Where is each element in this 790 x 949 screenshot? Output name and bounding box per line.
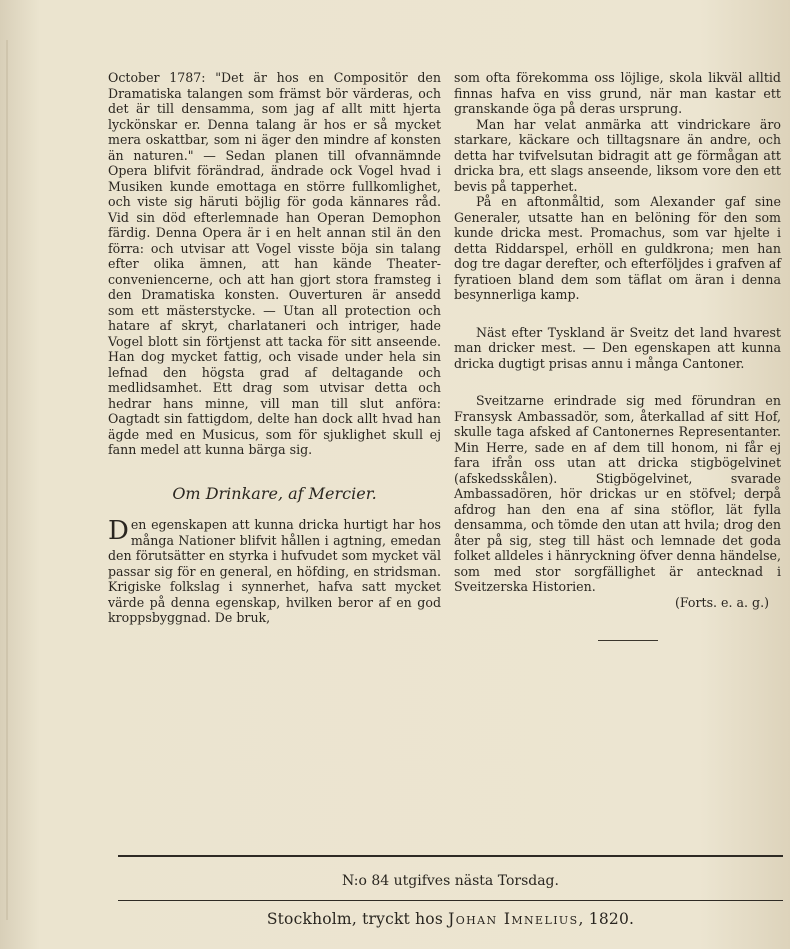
footer-rule-top [118,855,783,857]
imprint-line [118,910,783,928]
left-column [108,70,441,626]
right-paragraph-5: Sveitzarne erindrade sig med förundran en Fransysk Ambassadör, som, återkallad af sitt Hof, skulle taga afsked af Cantonernes Representanter. Min Herre, sade en af dem till honom, ni får ej fara ifrån oss utan att dricka stigbögelvinet (afskedsskålen). Stigbögelvinet, svarade Ambassadören, hör drickas ur en stöfvel; derpå afdrog han den ena af sina stöflor, lät fylla densamma, och tömde den utan att hvila; drog den åter på sig, steg till häst och lemnade det goda folket alldeles i hänryckning öfver denna händelse, som med stor sorgfällighet är antecknad i Sveitzerska Historien. [454,393,781,594]
next-issue-notice: N:o 84 utgifves nästa Torsdag. [342,873,559,889]
right-paragraph-2: Man har velat anmärka att vindrickare äro starkare, käckare och tilltagsnare än andre, och detta har tvifvelsutan bidragit att ge förmågan att dricka bra, ett slags anseende, liksom vore den ett bevis på tapperhet. [454,116,781,194]
drinkers-intro-text: en egenskapen att kunna dricka hurtigt har hos många Nationer blifvit hållen i agtning, emedan den förutsätter en styrka i hufvudet som mycket väl passar sig för en general, en höfding, en stridsman. Krigiske folkslag i synnerhet, hafva satt mycket värde på denna egenskap, hvilken beror af en god kroppsbyggnad. De bruk, [108,517,441,625]
drop-cap: D [108,516,129,546]
drinkers-intro-paragraph [108,517,441,626]
article-heading: Om Drinkare, af Mercier. [172,483,377,503]
imprint-prefix: Stockholm, tryckt hos [266,910,443,928]
right-paragraph-1: som ofta förekomma oss löjlige, skola likväl alltid finnas hafva en viss grund, när man kastar ett granskande öga på deras ursprung. [454,70,781,116]
printer-name: Johan Imnelius [448,910,579,928]
imprint-year: , 1820. [578,910,635,928]
binding-edge [6,40,38,920]
right-column [454,70,781,641]
right-paragraph-3: På en aftonmåltid, som Alexander gaf sine Generaler, utsatte han en belöning för den som kunde dricka mest. Promachus, som var hjelte i detta Riddarspel, erhöll en guldkrona; men han dog tre dagar derefter, och efterföljdes i grafven af fyratioen bland dem som täflat om äran i denna besynnerliga kamp. [454,194,781,302]
footer-rule-bottom [118,900,783,901]
vogel-article-paragraph: October 1787: "Det är hos en Compositör den Dramatiska talangen som främst bör värderas, och det är till densamma, som jag af allt mitt hjerta lyckönskar er. Denna talang är hos er så mycket mera oskattbar, som ni äger den mindre af konsten än naturen." — Sedan planen till ofvannämnde Opera blifvit förändrad, ändrade ock Vogel hvad i Musiken kunde emottaga en större fullkomlighet, och viste sig häruti böjlig för goda kännares råd. Vid sin död efterlemnade han Operan Demophon färdig. Denna Opera är i en helt annan stil än den förra: och utvisar att Vogel visste böja sin talang efter olika ämnen, att han kände Theater-conveniencerne, och att han gjort stora framsteg i den Dramatiska konsten. Ouverturen är ansedd som ett mästerstycke. — Utan all protection och hatare af skryt, charlataneri och intriger, hade Vogel blott sin förtjenst att tacka för sitt anseende. Han dog mycket fattig, och visade under hela sin lefnad den högsta grad af deltagande och medlidsamhet. Ett drag som utvisar detta och hedrar hans minne, vill man till slut anföra: Oagtadt sin fattigdom, delte han dock allt hvad han ägde med en Musicus, som för sjuklighet skull ej fann medel att kunna bärga sig. [108,70,441,457]
right-paragraph-4: Näst efter Tyskland är Sveitz det land hvarest man dricker mest. — Den egenskapen att kunna dricka dugtigt prisas annu i många Cantoner. [454,324,781,371]
continuation-note: (Forts. e. a. g.) [674,594,769,610]
end-rule [598,640,658,641]
